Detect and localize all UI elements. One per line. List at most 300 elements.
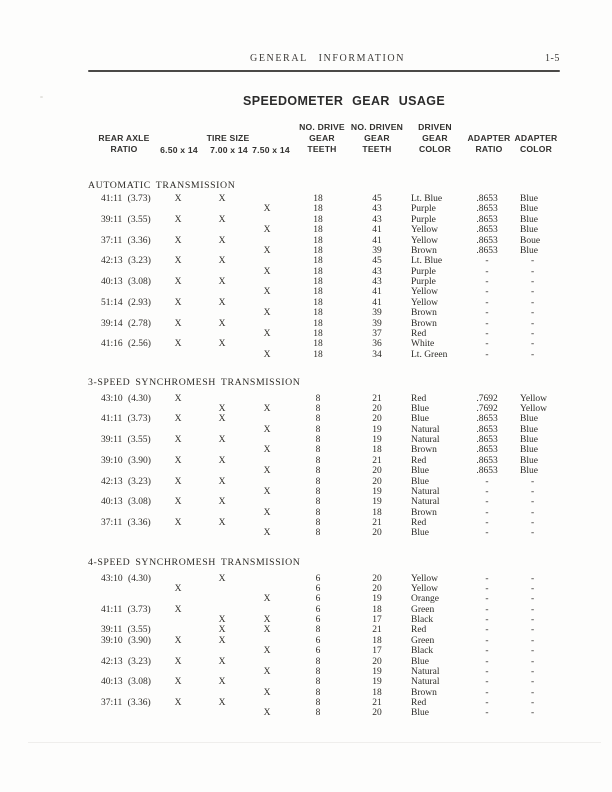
cell-tire-700-x: X [218,497,226,508]
column-header-line: COLOR [418,144,452,155]
cell-tire-650-x: X [174,656,182,667]
cell-tire-750-x: X [263,708,271,719]
table-row [0,236,612,246]
cell-adapter-color: - [531,266,535,277]
cell-adapter-color: Blue [520,424,538,435]
cell-tire-700-x: X [218,318,226,329]
cell-tire-650-x: X [174,256,182,267]
cell-driven-teeth: 18 [372,635,382,646]
table-row [0,204,612,214]
cell-adapter-ratio: - [485,256,489,267]
cell-tire-750-x: X [263,308,271,319]
cell-ratio: 41:11 (3.73) [101,604,151,615]
cell-drive-teeth: 18 [313,245,323,256]
cell-gear-color: Red [411,625,427,636]
section-label: AUTOMATIC TRANSMISSION [88,180,236,191]
cell-adapter-color: - [531,573,535,584]
cell-adapter-ratio: - [485,349,489,360]
table-row [0,677,612,687]
table-row [0,329,612,339]
cell-adapter-color: Blue [520,225,538,236]
table-row [0,477,612,487]
column-header-line: TEETH [307,144,337,155]
cell-drive-teeth: 18 [313,297,323,308]
cell-tire-700-x: X [218,277,226,287]
cell-drive-teeth: 8 [315,476,321,487]
cell-adapter-color: Blue [520,445,538,456]
cell-gear-color: Yellow [411,573,439,584]
column-header-line: GEAR [309,132,335,143]
cell-driven-teeth: 20 [372,403,382,414]
cell-gear-color: Yellow [411,225,439,236]
cell-tire-650-x: X [174,583,182,594]
cell-ratio: 41:16 (2.56) [101,339,151,350]
column-header-driven-gear-teeth [346,122,408,156]
cell-gear-color: Purple [411,204,436,215]
cell-adapter-ratio: - [485,698,489,708]
cell-adapter-ratio: .7692 [476,403,498,414]
cell-driven-teeth: 43 [372,204,382,215]
cell-ratio: 42:13 (3.23) [101,256,151,267]
cell-ratio: 37:11 (3.36) [101,235,151,246]
cell-adapter-color: - [531,328,535,339]
cell-gear-color: Yellow [411,297,439,308]
cell-drive-teeth: 8 [315,518,321,528]
cell-driven-teeth: 18 [372,507,382,518]
table-row [0,625,612,635]
cell-driven-teeth: 39 [372,245,382,256]
cell-ratio: 39:14 (2.78) [101,318,151,329]
cell-tire-700-x: X [218,297,226,308]
cell-drive-teeth: 6 [315,646,321,657]
table-row [0,584,612,594]
cell-tire-650-x: X [174,393,182,404]
page-title: SPEEDOMETER GEAR USAGE [243,94,446,108]
cell-drive-teeth: 18 [313,328,323,339]
table-row [0,435,612,445]
cell-adapter-ratio: - [485,708,489,719]
cell-gear-color: Blue [411,708,429,719]
cell-drive-teeth: 6 [315,594,321,605]
cell-gear-color: Black [411,615,434,625]
cell-tire-700-x: X [218,214,226,225]
cell-adapter-color: - [531,583,535,594]
cell-adapter-color: Yellow [520,393,548,404]
cell-driven-teeth: 20 [372,528,382,539]
cell-adapter-ratio: - [485,297,489,308]
cell-adapter-color: Blue [520,455,538,466]
cell-tire-700-x: X [218,698,226,708]
cell-gear-color: Lt. Blue [411,194,443,204]
cell-drive-teeth: 8 [315,698,321,708]
cell-gear-color: Yellow [411,583,439,594]
cell-driven-teeth: 20 [372,708,382,719]
cell-drive-teeth: 6 [315,573,321,584]
cell-adapter-color: Yellow [520,403,548,414]
cell-driven-teeth: 21 [372,625,382,636]
cell-adapter-ratio: .8653 [476,414,498,425]
table-row [0,225,612,235]
cell-adapter-color: - [531,646,535,657]
cell-tire-750-x: X [263,615,271,625]
cell-driven-teeth: 19 [372,594,382,605]
cell-adapter-color: - [531,277,535,287]
cell-adapter-ratio: - [485,308,489,319]
cell-driven-teeth: 43 [372,277,382,287]
cell-driven-teeth: 21 [372,518,382,528]
cell-tire-750-x: X [263,349,271,360]
cell-adapter-color: - [531,687,535,698]
cell-tire-650-x: X [174,635,182,646]
table-row [0,277,612,287]
table-row [0,518,612,528]
cell-ratio: 37:11 (3.36) [101,518,151,528]
cell-drive-teeth: 8 [315,486,321,497]
cell-tire-700-x: X [218,339,226,350]
cell-tire-750-x: X [263,245,271,256]
cell-driven-teeth: 19 [372,497,382,508]
cell-gear-color: Natural [411,435,440,445]
cell-drive-teeth: 6 [315,615,321,625]
cell-adapter-color: - [531,615,535,625]
cell-adapter-color: - [531,318,535,329]
cell-drive-teeth: 8 [315,677,321,688]
cell-driven-teeth: 20 [372,466,382,477]
table-row [0,574,612,584]
table-row [0,466,612,476]
cell-gear-color: White [411,339,435,350]
cell-gear-color: Orange [411,594,439,605]
cell-gear-color: Natural [411,677,440,688]
column-header-line: ADAPTER [514,133,558,143]
cell-adapter-ratio: - [485,677,489,688]
cell-adapter-color: - [531,518,535,528]
cell-tire-650-x: X [174,455,182,466]
cell-driven-teeth: 19 [372,435,382,445]
section-rows [0,574,612,719]
cell-drive-teeth: 8 [315,455,321,466]
cell-adapter-color: - [531,349,535,360]
cell-drive-teeth: 6 [315,635,321,646]
column-header-tire-750: 7.50 x 14 [252,144,290,155]
cell-ratio: 40:13 (3.08) [101,277,151,287]
cell-drive-teeth: 18 [313,204,323,215]
column-header-tire-size: TIRE SIZE [206,133,250,143]
table-row [0,350,612,360]
cell-adapter-ratio: - [485,277,489,287]
cell-adapter-color: - [531,708,535,719]
cell-adapter-color: Blue [520,245,538,256]
cell-drive-teeth: 8 [315,435,321,445]
table-row [0,708,612,718]
cell-adapter-color: Blue [520,214,538,225]
cell-drive-teeth: 18 [313,277,323,287]
table-row [0,267,612,277]
cell-tire-750-x: X [263,486,271,497]
cell-adapter-color: - [531,339,535,350]
cell-driven-teeth: 21 [372,393,382,404]
cell-driven-teeth: 20 [372,414,382,425]
cell-tire-700-x: X [218,235,226,246]
cell-adapter-color: - [531,677,535,688]
cell-ratio: 39:11 (3.55) [101,435,151,445]
cell-adapter-ratio: - [485,518,489,528]
cell-adapter-ratio: .8653 [476,424,498,435]
cell-adapter-ratio: - [485,266,489,277]
cell-adapter-color: - [531,604,535,615]
cell-driven-teeth: 17 [372,615,382,625]
cell-adapter-ratio: .8653 [476,245,498,256]
column-header-line: NO. DRIVE [299,121,345,132]
cell-tire-750-x: X [263,594,271,605]
cell-driven-teeth: 21 [372,698,382,708]
cell-tire-750-x: X [263,403,271,414]
cell-drive-teeth: 8 [315,424,321,435]
cell-gear-color: Red [411,698,427,708]
column-header-line: GEAR [422,132,448,143]
cell-tire-700-x: X [218,403,226,414]
cell-adapter-ratio: - [485,318,489,329]
cell-gear-color: Natural [411,497,440,508]
cell-drive-teeth: 18 [313,318,323,329]
cell-adapter-ratio: .8653 [476,204,498,215]
cell-gear-color: Purple [411,214,436,225]
cell-drive-teeth: 8 [315,666,321,677]
cell-adapter-ratio: - [485,583,489,594]
table-row [0,657,612,667]
cell-adapter-color: - [531,476,535,487]
column-header-line: RATIO [475,144,503,155]
table-row [0,594,612,604]
cell-drive-teeth: 18 [313,349,323,360]
cell-gear-color: Blue [411,528,429,539]
cell-gear-color: Red [411,393,427,404]
table-row [0,667,612,677]
cell-driven-teeth: 18 [372,445,382,456]
cell-gear-color: Natural [411,424,440,435]
cell-tire-700-x: X [218,256,226,267]
cell-tire-700-x: X [218,414,226,425]
table-row [0,636,612,646]
cell-adapter-color: - [531,666,535,677]
cell-drive-teeth: 8 [315,708,321,719]
cell-gear-color: Red [411,455,427,466]
cell-drive-teeth: 8 [315,403,321,414]
table-row [0,497,612,507]
page-edge-line [28,742,601,743]
table-row [0,487,612,497]
cell-adapter-color: - [531,486,535,497]
table-row [0,194,612,204]
cell-tire-750-x: X [263,666,271,677]
cell-adapter-color: Blue [520,414,538,425]
cell-tire-750-x: X [263,328,271,339]
cell-adapter-ratio: .8653 [476,235,498,246]
cell-drive-teeth: 18 [313,214,323,225]
cell-adapter-color: Blue [520,204,538,215]
cell-tire-650-x: X [174,497,182,508]
column-header-driven-gear-color [405,122,465,156]
column-header-line: GEAR [364,132,390,143]
cell-drive-teeth: 18 [313,194,323,204]
cell-tire-700-x: X [218,194,226,204]
cell-adapter-color: - [531,497,535,508]
table-row [0,615,612,625]
table-row [0,394,612,404]
cell-ratio: 40:13 (3.08) [101,677,151,688]
cell-ratio: 40:13 (3.08) [101,497,151,508]
cell-gear-color: Purple [411,277,436,287]
cell-gear-color: Brown [411,318,437,329]
cell-ratio: 39:10 (3.90) [101,635,151,646]
cell-driven-teeth: 41 [372,235,382,246]
cell-driven-teeth: 45 [372,256,382,267]
section-label: 4-SPEED SYNCHROMESH TRANSMISSION [88,557,301,568]
cell-ratio: 51:14 (2.93) [101,297,151,308]
cell-driven-teeth: 41 [372,225,382,236]
cell-driven-teeth: 19 [372,677,382,688]
cell-adapter-color: Boue [520,235,541,246]
table-row [0,445,612,455]
cell-tire-750-x: X [263,287,271,298]
cell-drive-teeth: 6 [315,583,321,594]
cell-adapter-ratio: .8653 [476,225,498,236]
cell-gear-color: Yellow [411,235,439,246]
cell-adapter-ratio: - [485,687,489,698]
cell-tire-750-x: X [263,528,271,539]
cell-drive-teeth: 8 [315,528,321,539]
cell-tire-650-x: X [174,698,182,708]
table-row [0,308,612,318]
cell-adapter-ratio: .8653 [476,194,498,204]
cell-ratio: 42:13 (3.23) [101,476,151,487]
cell-gear-color: Green [411,604,435,615]
cell-gear-color: Blue [411,476,429,487]
cell-adapter-ratio: - [485,666,489,677]
column-header-tire-700: 7.00 x 14 [210,144,248,155]
cell-ratio: 37:11 (3.36) [101,698,151,708]
table-row [0,508,612,518]
cell-ratio: 42:13 (3.23) [101,656,151,667]
cell-driven-teeth: 20 [372,583,382,594]
cell-tire-650-x: X [174,476,182,487]
cell-tire-700-x: X [218,656,226,667]
cell-adapter-ratio: - [485,615,489,625]
table-row [0,215,612,225]
cell-adapter-color: - [531,625,535,636]
table-row [0,339,612,349]
cell-gear-color: Purple [411,266,436,277]
cell-driven-teeth: 20 [372,573,382,584]
cell-tire-650-x: X [174,518,182,528]
cell-ratio: 39:11 (3.55) [101,625,151,636]
cell-gear-color: Blue [411,414,429,425]
section-rows [0,394,612,539]
cell-adapter-ratio: - [485,528,489,539]
column-header-adapter-color [506,133,566,156]
cell-tire-750-x: X [263,687,271,698]
cell-adapter-ratio: - [485,486,489,497]
cell-tire-700-x: X [218,435,226,445]
cell-adapter-color: - [531,594,535,605]
table-row [0,298,612,308]
table-row [0,256,612,266]
cell-tire-750-x: X [263,646,271,657]
table-row [0,319,612,329]
cell-tire-650-x: X [174,318,182,329]
cell-gear-color: Green [411,635,435,646]
cell-adapter-ratio: - [485,604,489,615]
scan-speck [40,96,43,98]
cell-tire-750-x: X [263,266,271,277]
cell-tire-750-x: X [263,424,271,435]
cell-adapter-color: - [531,507,535,518]
column-header-line: TEETH [362,144,392,155]
cell-driven-teeth: 21 [372,455,382,466]
cell-gear-color: Brown [411,507,437,518]
cell-gear-color: Blue [411,403,429,414]
cell-adapter-ratio: - [485,339,489,350]
table-row [0,414,612,424]
cell-drive-teeth: 18 [313,339,323,350]
cell-gear-color: Brown [411,308,437,319]
cell-adapter-color: - [531,528,535,539]
cell-gear-color: Brown [411,245,437,256]
cell-tire-750-x: X [263,204,271,215]
cell-adapter-ratio: - [485,573,489,584]
cell-adapter-color: - [531,287,535,298]
header-rule [88,70,560,72]
cell-gear-color: Blue [411,466,429,477]
cell-driven-teeth: 19 [372,486,382,497]
cell-driven-teeth: 20 [372,476,382,487]
cell-drive-teeth: 18 [313,266,323,277]
cell-adapter-ratio: - [485,476,489,487]
cell-driven-teeth: 43 [372,214,382,225]
cell-ratio: 43:10 (4.30) [101,573,151,584]
cell-tire-650-x: X [174,604,182,615]
cell-adapter-color: - [531,635,535,646]
column-header-line: COLOR [519,144,553,155]
cell-tire-650-x: X [174,235,182,246]
column-header-line: REAR AXLE [98,133,150,143]
cell-adapter-color: - [531,308,535,319]
cell-drive-teeth: 8 [315,687,321,698]
cell-tire-700-x: X [218,573,226,584]
cell-driven-teeth: 20 [372,656,382,667]
cell-adapter-ratio: - [485,656,489,667]
cell-driven-teeth: 37 [372,328,382,339]
cell-driven-teeth: 19 [372,424,382,435]
cell-adapter-color: Blue [520,466,538,477]
cell-driven-teeth: 34 [372,349,382,360]
section-rows [0,194,612,360]
cell-gear-color: Red [411,518,427,528]
cell-driven-teeth: 39 [372,308,382,319]
cell-ratio: 41:11 (3.73) [101,194,151,204]
cell-adapter-ratio: .8653 [476,445,498,456]
cell-drive-teeth: 8 [315,445,321,456]
column-header-line: DRIVEN [418,121,452,132]
cell-tire-700-x: X [218,455,226,466]
cell-adapter-ratio: - [485,287,489,298]
cell-ratio: 43:10 (4.30) [101,393,151,404]
table-row [0,287,612,297]
column-header-tire-650: 6.50 x 14 [160,144,198,155]
column-header-line: NO. DRIVEN [350,121,404,132]
cell-drive-teeth: 8 [315,414,321,425]
cell-drive-teeth: 8 [315,656,321,667]
